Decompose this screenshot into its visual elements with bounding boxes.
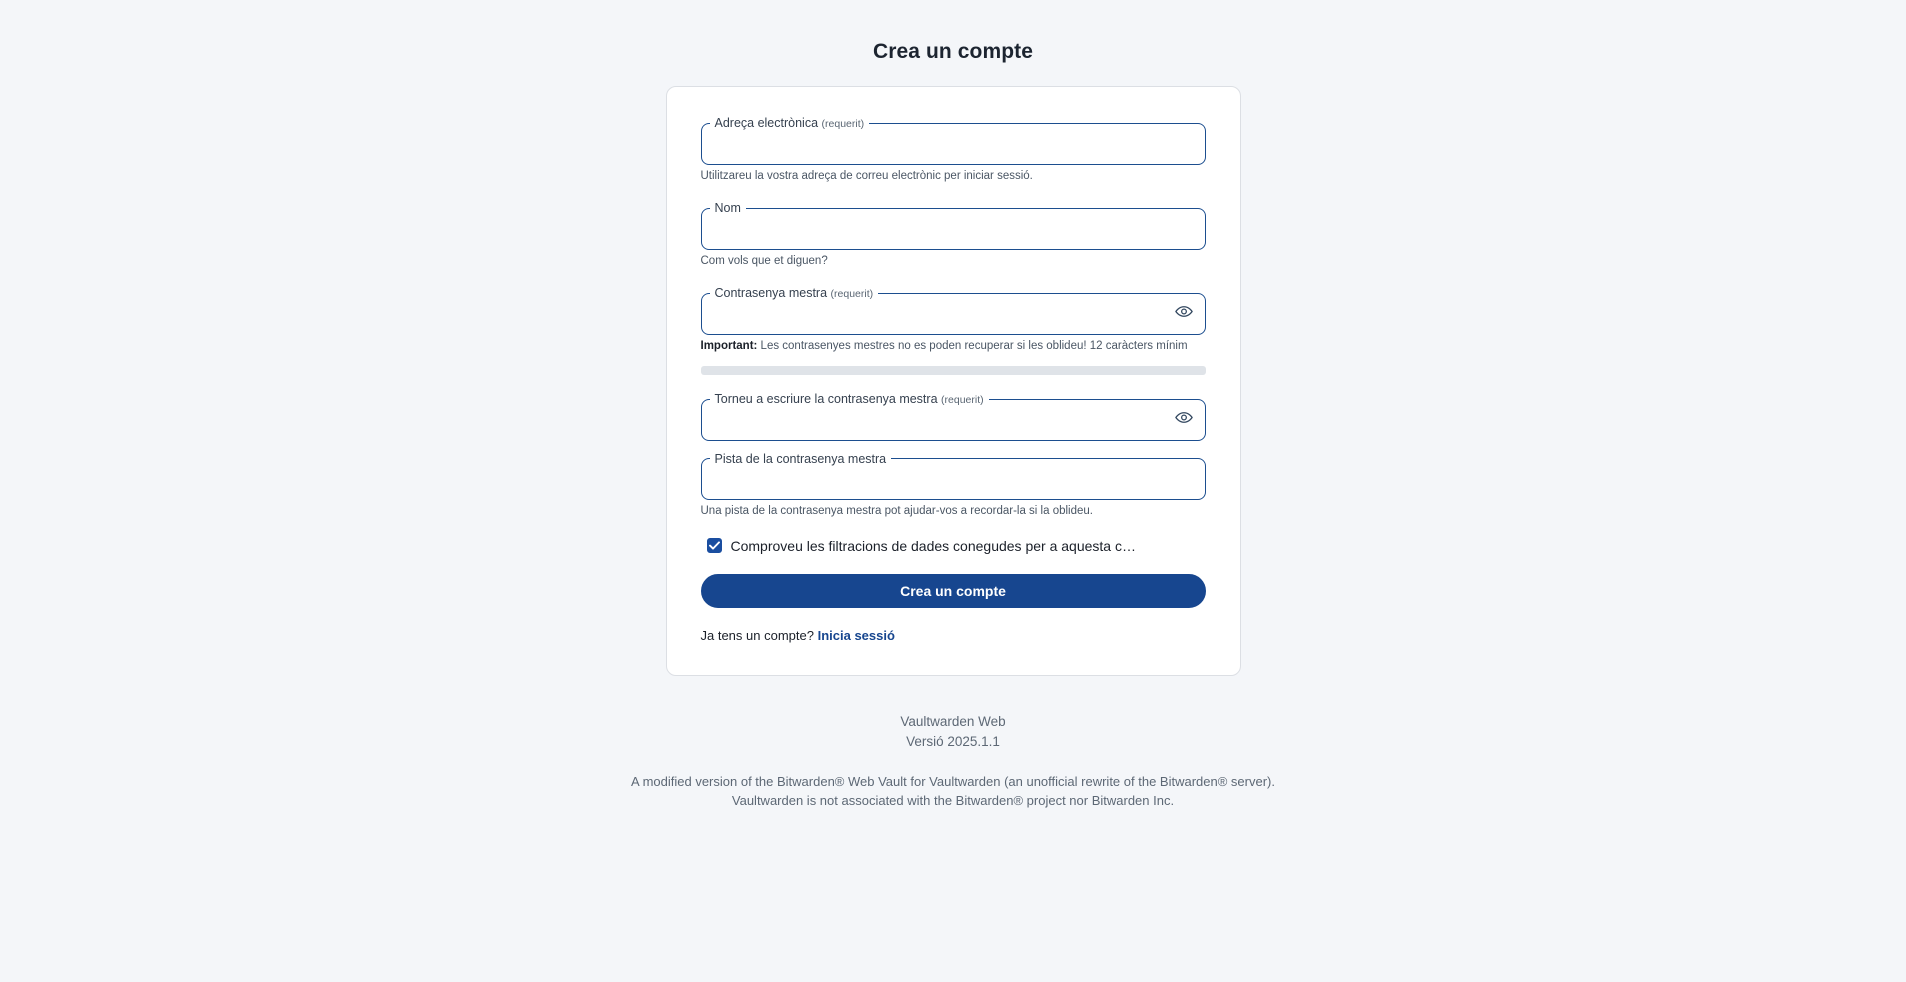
name-field[interactable] — [701, 202, 1206, 250]
footer-app-name: Vaultwarden Web — [900, 713, 1006, 729]
master-password-input[interactable] — [702, 300, 1169, 334]
footer-disclaimer-line-2: Vaultwarden is not associated with the Bitwarden® project nor Bitwarden Inc. — [731, 792, 1175, 808]
breach-check-checkbox[interactable] — [707, 538, 722, 553]
create-account-button[interactable]: Crea un compte — [701, 574, 1206, 608]
master-password-label — [710, 287, 879, 300]
footer-version: Versió 2025.1.1 — [906, 734, 1000, 750]
confirm-password-field[interactable] — [701, 393, 1206, 441]
email-input[interactable] — [702, 130, 1205, 164]
login-prompt-row — [701, 628, 1206, 643]
email-required-tag: (requerit) — [821, 118, 865, 130]
login-link[interactable]: Inicia sessió — [817, 627, 895, 643]
confirm-password-input[interactable] — [702, 406, 1169, 440]
confirm-password-required-tag: (requerit) — [941, 394, 984, 407]
check-icon — [709, 541, 720, 550]
master-password-label-text: Contrasenya mestra — [714, 286, 828, 301]
email-help-text: Utilitzareu la vostra adreça de correu electrònic per iniciar sessió. — [700, 169, 1033, 182]
breach-check-row[interactable] — [707, 538, 1206, 554]
login-prompt-text: Ja tens un compte? — [700, 627, 814, 643]
confirm-password-label-text: Torneu a escriure la contrasenya mestra — [714, 392, 938, 407]
toggle-confirm-password-visibility-button[interactable] — [1169, 411, 1205, 434]
email-label-text: Adreça electrònica — [714, 116, 819, 130]
signup-card — [666, 86, 1241, 676]
eye-icon — [1175, 411, 1193, 427]
master-password-field[interactable] — [701, 287, 1206, 335]
name-label-text: Nom — [714, 201, 741, 216]
password-hint-input[interactable] — [702, 465, 1205, 499]
email-field[interactable] — [701, 117, 1206, 165]
master-password-help-rest: Les contrasenyes mestres no es poden recuperar si les oblideu! 12 caràcters mínim — [757, 339, 1188, 352]
email-label — [710, 117, 870, 130]
confirm-password-label — [710, 393, 989, 406]
name-input[interactable] — [702, 215, 1205, 249]
password-hint-label — [710, 453, 892, 466]
password-hint-label-text: Pista de la contrasenya mestra — [714, 451, 887, 466]
password-strength-meter — [701, 366, 1206, 375]
eye-icon — [1175, 305, 1193, 321]
page-title: Crea un compte — [872, 40, 1034, 63]
name-help-text: Com vols que et diguen? — [700, 254, 828, 267]
footer — [631, 712, 1275, 810]
master-password-help-strong: Important: — [700, 339, 758, 352]
footer-disclaimer-line-1: A modified version of the Bitwarden® Web Vault for Vaultwarden (an unofficial rewrite of the Bitwarden® server). — [631, 774, 1275, 790]
toggle-master-password-visibility-button[interactable] — [1169, 305, 1205, 328]
name-label — [710, 202, 746, 215]
password-hint-field[interactable] — [701, 453, 1206, 501]
password-hint-help-text: Una pista de la contrasenya mestra pot ajudar-vos a recordar-la si la oblideu. — [700, 505, 1093, 518]
master-password-required-tag: (requerit) — [830, 288, 874, 301]
master-password-help-text — [701, 339, 1206, 355]
breach-check-label[interactable]: Comproveu les filtracions de dades conegudes per a aquesta c… — [730, 537, 1136, 554]
